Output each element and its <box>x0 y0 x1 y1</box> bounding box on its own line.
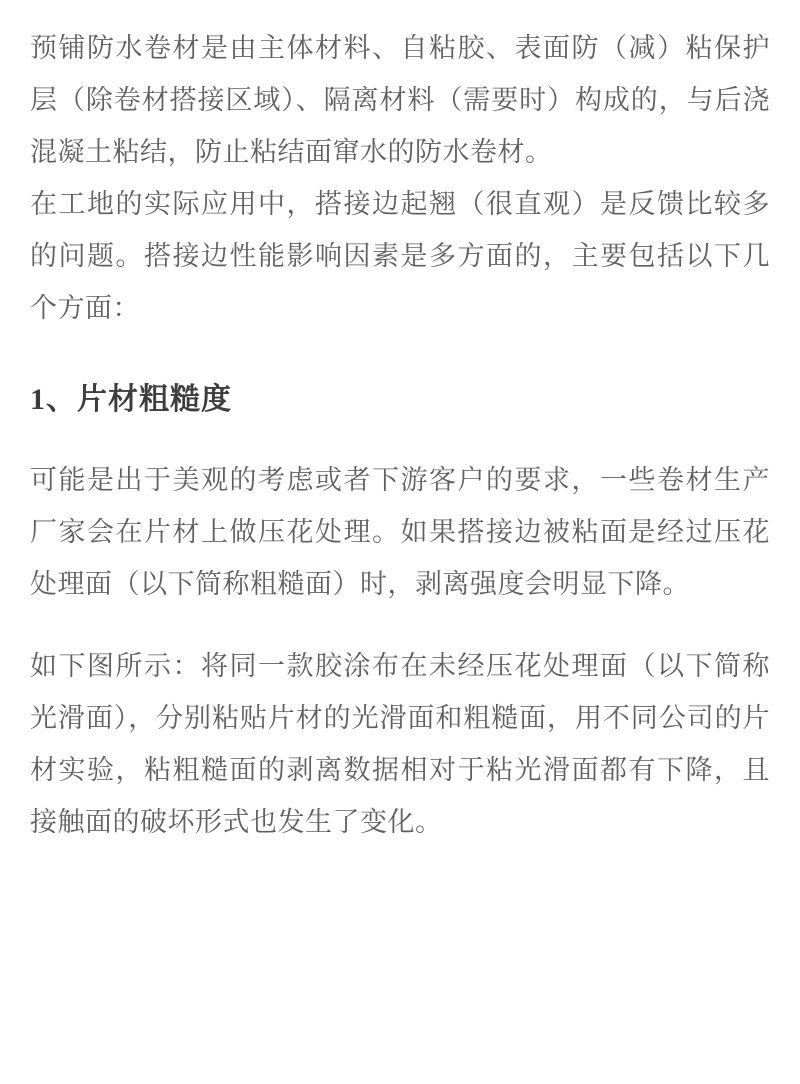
paragraph-field-issue: 在工地的实际应用中，搭接边起翘（很直观）是反馈比较多的问题。搭接边性能影响因素是多方面的，主要包括以下几个方面： <box>30 189 770 323</box>
section-heading-1-label: 片材粗糙度 <box>77 383 232 416</box>
section-heading-1 <box>30 376 770 424</box>
paragraph-embossing: 可能是出于美观的考虑或者下游客户的要求，一些卷材生产厂家会在片材上做压花处理。如果搭接边被粘面是经过压花处理面（以下简称粗糙面）时，剥离强度会明显下降。 <box>30 465 770 599</box>
paragraph-experiment: 如下图所示：将同一款胶涂布在未经压花处理面（以下简称光滑面），分别粘贴片材的光滑面和粗糙面，用不同公司的片材实验，粘粗糙面的剥离数据相对于粘光滑面都有下降，且接触面的破坏形式也发生了变化。 <box>30 651 770 837</box>
section-heading-1-number: 1、 <box>30 383 77 416</box>
paragraph-definition: 预铺防水卷材是由主体材料、自粘胶、表面防（减）粘保护层（除卷材搭接区域）、隔离材料（需要时）构成的，与后浇混凝土粘结，防止粘结面窜水的防水卷材。 <box>30 33 770 167</box>
